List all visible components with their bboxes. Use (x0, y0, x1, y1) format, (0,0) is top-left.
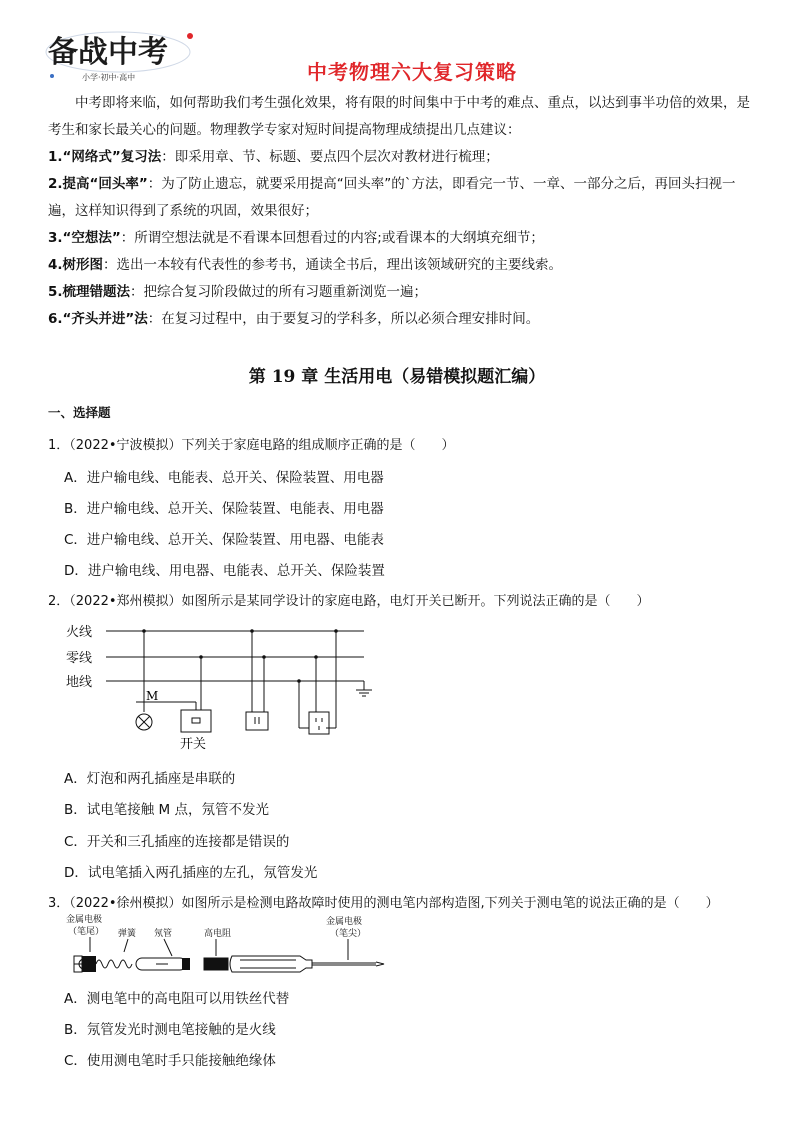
resistor-label: 高电阻 (204, 929, 232, 939)
page-title: 中考物理六大复习策略 (307, 60, 517, 84)
intro-text: 中考即将来临，如何帮助我们考生强化效果，将有限的时间集中于中考的难点、重点，以达到事半功倍的效果，是考生和家长最关心的问题。物理教学专家对短时间提高物理成绩提出几点建议： (48, 95, 750, 138)
intro-paragraph (48, 90, 760, 333)
tail-electrode-sub: （笔尾） (68, 927, 105, 937)
q3-option-a: A．测电笔中的高电阻可以用铁丝代替 (64, 991, 290, 1007)
tip-6: 6.“齐头并进”法：在复习过程中，由于要复习的学科多，所以必须合理安排时间。 (48, 311, 540, 327)
q3-option-c: C．使用测电笔时手只能接触绝缘体 (64, 1053, 276, 1069)
section-heading: 一、选择题 (48, 405, 111, 420)
q1-option-b: B．进户输电线、总开关、保险装置、电能表、用电器 (64, 501, 384, 517)
tip-5: 5.梳理错题法：把综合复习阶段做过的所有习题重新浏览一遍； (48, 284, 428, 300)
spring-label: 弹簧 (118, 929, 137, 939)
neutral-wire-label: 零线 (66, 651, 93, 666)
tip-electrode-label: 金属电极 (326, 917, 363, 927)
test-pen-diagram (64, 912, 394, 978)
q3-option-b: B．氖管发光时测电笔接触的是火线 (64, 1022, 276, 1038)
tip-4: 4.树形图：选出一本较有代表性的参考书，通读全书后，理出该领域研究的主要线索。 (48, 257, 563, 273)
logo-text: 备战中考 (48, 35, 168, 70)
q2-option-d: D．试电笔插入两孔插座的左孔，氖管发光 (64, 865, 318, 881)
question-3-stem: 3．（2022•徐州模拟）如图所示是检测电路故障时使用的测电笔内部构造图,下列关于测电笔的说法正确的是（ ） (48, 896, 719, 911)
chapter-title: 第 19 章 生活用电（易错模拟题汇编） (248, 367, 546, 387)
ground-wire-label: 地线 (66, 675, 93, 690)
tip-electrode-sub: （笔尖） (330, 929, 367, 939)
logo-sub: 小学·初中·高中 (82, 73, 136, 82)
switch-label: 开关 (180, 737, 207, 752)
household-circuit-diagram (64, 618, 384, 756)
q2-option-a: A．灯泡和两孔插座是串联的 (64, 771, 236, 787)
q1-option-a: A．进户输电线、电能表、总开关、保险装置、用电器 (64, 470, 384, 486)
point-m-label: M (146, 689, 159, 703)
tail-electrode-label: 金属电极 (66, 915, 103, 925)
tip-3: 3.“空想法”：所谓空想法就是不看课本回想看过的内容;或看课本的大纲填充细节； (48, 230, 544, 246)
live-wire-label: 火线 (66, 625, 93, 640)
q2-option-c: C．开关和三孔插座的连接都是错误的 (64, 834, 290, 850)
neon-label: 氖管 (154, 929, 173, 939)
question-2-stem: 2．（2022•郑州模拟）如图所示是某同学设计的家庭电路，电灯开关已断开。下列说法正确的是（ ） (48, 594, 650, 609)
q1-option-d: D．进户输电线、用电器、电能表、总开关、保险装置 (64, 563, 385, 579)
tip-1: 1.“网络式”复习法：即采用章、节、标题、要点四个层次对教材进行梳理； (48, 149, 499, 165)
tip-2: 2.提高“回头率”：为了防止遗忘，就要采用提高“回头率”的`方法，即看完一节、一章、一部分之后，再回头扫视一遍，这样知识得到了系统的巩固，效果很好； (48, 176, 736, 219)
q1-option-c: C．进户输电线、总开关、保险装置、用电器、电能表 (64, 532, 384, 548)
q2-option-b: B．试电笔接触 M 点，氖管不发光 (64, 802, 269, 818)
question-1-stem: 1．（2022•宁波模拟）下列关于家庭电路的组成顺序正确的是（ ） (48, 438, 455, 453)
